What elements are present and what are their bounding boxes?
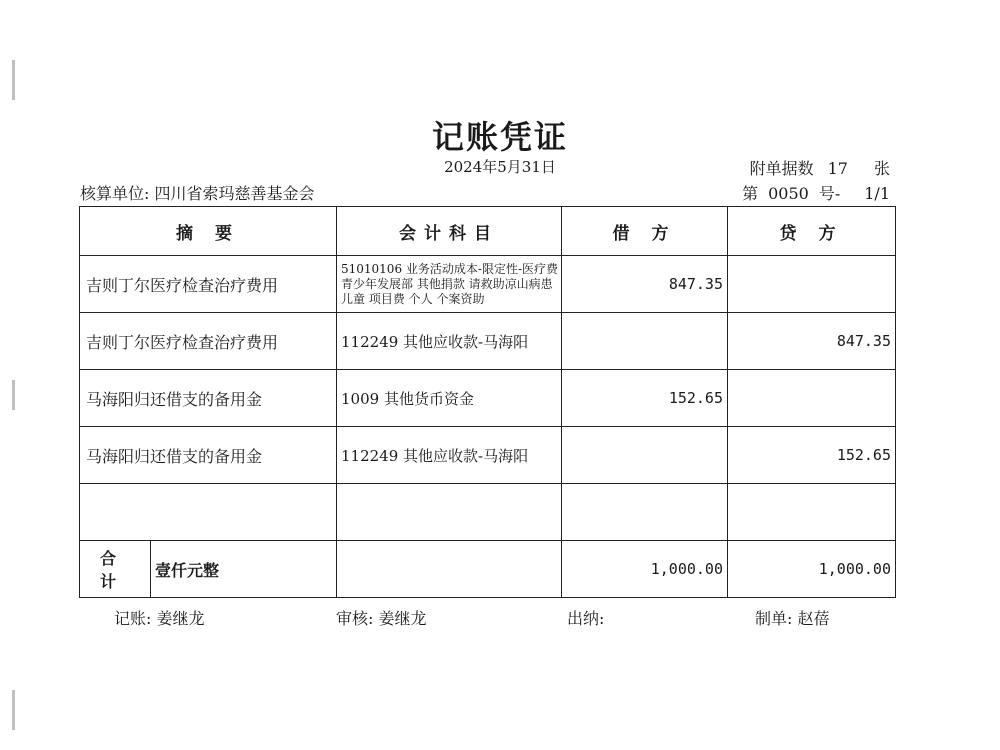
scan-artifact	[12, 60, 15, 100]
header-debit: 借 方	[562, 207, 728, 256]
voucher-table	[79, 206, 896, 598]
scan-artifact	[12, 690, 15, 730]
entry-debit	[562, 484, 728, 541]
attachments-unit: 张	[873, 159, 890, 178]
attachments-label: 附单据数	[749, 159, 814, 178]
entry-subject	[337, 484, 562, 541]
header-summary: 摘 要	[80, 207, 337, 256]
total-cell	[80, 541, 337, 598]
entry-debit	[562, 313, 728, 370]
voucher-number-info	[742, 181, 890, 204]
unit-name: 四川省索玛慈善基金会	[154, 184, 315, 203]
table-row	[80, 313, 896, 370]
entry-subject: 112249 其他应收款-马海阳	[337, 313, 562, 370]
entry-summary	[80, 484, 337, 541]
entry-summary: 吉则丁尔医疗检查治疗费用	[80, 256, 337, 313]
entry-debit: 152.65	[562, 370, 728, 427]
entry-credit: 847.35	[728, 313, 896, 370]
total-amount-words: 壹仟元整	[155, 560, 220, 580]
total-debit: 1,000.00	[562, 541, 728, 598]
total-row	[80, 541, 896, 598]
entry-credit: 152.65	[728, 427, 896, 484]
preparer-signature: 制单: 赵蓓	[755, 609, 830, 628]
entry-debit: 847.35	[562, 256, 728, 313]
entry-debit	[562, 427, 728, 484]
cashier-signature: 出纳:	[567, 609, 605, 628]
voucher-number: 0050	[768, 184, 809, 203]
entry-credit	[728, 256, 896, 313]
accounting-unit	[80, 181, 315, 204]
entry-credit	[728, 370, 896, 427]
voucher-title: 记账凭证	[431, 118, 568, 156]
entry-summary: 马海阳归还借支的备用金	[80, 370, 337, 427]
entry-credit	[728, 484, 896, 541]
entry-subject: 51010106 业务活动成本-限定性-医疗费 青少年发展部 其他捐款 请救助凉山病患儿童 项目费 个人 个案资助	[337, 256, 562, 313]
table-row	[80, 427, 896, 484]
bookkeeper-signature: 记账: 姜继龙	[114, 609, 205, 628]
voucher-prefix: 第	[742, 184, 759, 203]
header-credit: 贷 方	[728, 207, 896, 256]
attachments-info	[750, 156, 890, 179]
voucher-page: 1/1	[864, 184, 890, 203]
entry-summary: 吉则丁尔医疗检查治疗费用	[80, 313, 337, 370]
attachments-count: 17	[827, 159, 848, 178]
table-row	[80, 256, 896, 313]
header-subject: 会计科目	[337, 207, 562, 256]
entry-subject: 1009 其他货币资金	[337, 370, 562, 427]
total-credit: 1,000.00	[728, 541, 896, 598]
voucher-suffix: 号-	[818, 184, 841, 203]
table-row	[80, 484, 896, 541]
total-subject-blank	[337, 541, 562, 598]
reviewer-signature: 审核: 姜继龙	[336, 609, 427, 628]
scan-artifact	[12, 380, 15, 410]
total-label: 合 计	[80, 541, 151, 597]
table-header-row	[80, 207, 896, 256]
unit-label: 核算单位:	[80, 184, 150, 203]
entry-subject: 112249 其他应收款-马海阳	[337, 427, 562, 484]
voucher-date: 2024年5月31日	[444, 158, 556, 176]
table-row	[80, 370, 896, 427]
entry-summary: 马海阳归还借支的备用金	[80, 427, 337, 484]
